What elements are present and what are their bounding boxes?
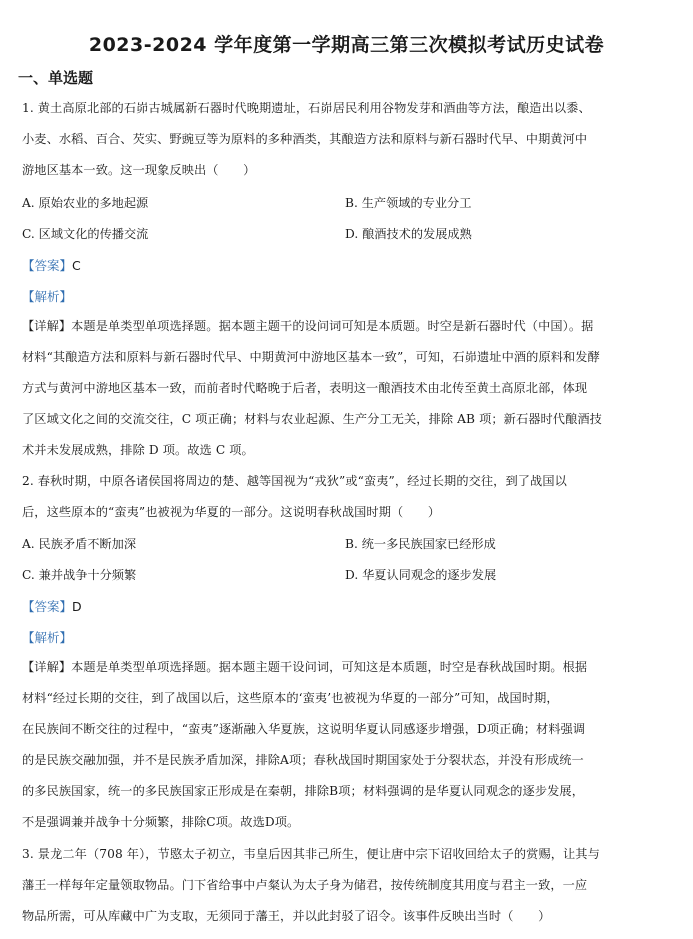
- q2-detail-line-2: 材料“经过长期的交往，到了战国以后，这些原本的‘蛮夷’也被视为华夏的一部分”可知，战国时期，: [22, 691, 559, 705]
- q2-detail-line-1: 【详解】本题是单类型单项选择题。据本题主题干设问词，可知这是本质题，时空是春秋战国时期。根据: [22, 660, 588, 674]
- q2-detail-line-5: 的多民族国家，统一的多民族国家正形成是在秦朝，排除B项；材料强调的是华夏认同观念的逐步发展，: [22, 784, 584, 798]
- q2-option-c: C. 兼并战争十分频繁: [22, 568, 137, 582]
- q2-stem-line-2: 后，这些原本的“蛮夷”也被视为华夏的一部分。这说明春秋战国时期（ ）: [22, 505, 441, 519]
- q2-option-a: A. 民族矛盾不断加深: [22, 537, 137, 551]
- q2-detail-line-3: 在民族间不断交往的过程中，“蛮夷”逐渐融入华夏族，这说明华夏认同感逐步增强，D项正确；材料强调: [22, 722, 586, 736]
- q1-option-d: D. 酿酒技术的发展成熟: [345, 227, 472, 241]
- q3-stem-line-1: 3. 景龙二年（708 年），节愍太子初立，韦皇后因其非己所生，便让唐中宗下诏收回给太子的赏赐，让其与: [22, 847, 600, 861]
- q2-analysis-row: [22, 628, 72, 646]
- q1-detail-line-4: 了区域文化之间的交流交往，C 项正确；材料与农业起源、生产分工无关，排除 AB 项；新石器时代酿酒技: [22, 412, 602, 426]
- q1-detail-line-1: 【详解】本题是单类型单项选择题。据本题主题干的设问词可知是本质题。时空是新石器时代（中国）。据: [22, 319, 594, 333]
- q1-detail-line-3: 方式与黄河中游地区基本一致，而前者时代略晚于后者，表明这一酿酒技术由北传至黄土高原北部，体现: [22, 381, 588, 395]
- q1-analysis-row: [22, 287, 72, 305]
- q1-stem-line-3: 游地区基本一致。这一现象反映出（ ）: [22, 163, 256, 177]
- q1-detail-line-2: 材料“其酿造方法和原料与新石器时代早、中期黄河中游地区基本一致”，可知，石峁遗址中酒的原料和发酵: [22, 350, 600, 364]
- q1-answer-label: 【答案】: [22, 258, 73, 273]
- q2-analysis-label: 【解析】: [22, 630, 73, 645]
- q1-option-c: C. 区域文化的传播交流: [22, 227, 149, 241]
- q2-detail-line-4: 的是民族交融加强，并不是民族矛盾加深，排除A项；春秋战国时期国家处于分裂状态，并没有形成统一: [22, 753, 584, 767]
- q1-answer-row: [22, 256, 81, 274]
- q1-analysis-label: 【解析】: [22, 289, 73, 304]
- q2-answer-value: D: [72, 599, 82, 614]
- q3-stem-line-2: 藩王一样每年定量领取物品。门下省给事中卢粲认为太子身为储君，按传统制度其用度与君主一致，一应: [22, 878, 588, 892]
- q1-option-a: A. 原始农业的多地起源: [22, 196, 149, 210]
- q1-option-b: B. 生产领域的专业分工: [345, 196, 472, 210]
- q2-answer-label: 【答案】: [22, 599, 73, 614]
- q2-option-b: B. 统一多民族国家已经形成: [345, 537, 496, 551]
- q1-stem-line-2: 小麦、水稻、百合、芡实、野豌豆等为原料的多种酒类，其酿造方法和原料与新石器时代早、中期黄河中: [22, 132, 588, 146]
- q2-stem-line-1: 2. 春秋时期，中原各诸侯国将周边的楚、越等国视为“戎狄”或“蛮夷”，经过长期的交往，到了战国以: [22, 474, 567, 488]
- q2-option-d: D. 华夏认同观念的逐步发展: [345, 568, 497, 582]
- q2-detail-line-6: 不是强调兼并战争十分频繁，排除C项。故选D项。: [22, 815, 300, 829]
- q1-detail-line-5: 术并未发展成熟，排除 D 项。故选 C 项。: [22, 443, 254, 457]
- section-heading: 一、单选题: [18, 69, 94, 87]
- q2-answer-row: [22, 597, 82, 615]
- q3-stem-line-3: 物品所需，可从库藏中广为支取，无须同于藩王，并以此封驳了诏令。该事件反映出当时（ ）: [22, 909, 551, 923]
- page-title: 2023-2024 学年度第一学期高三第三次模拟考试历史试卷: [88, 34, 605, 56]
- q1-answer-value: C: [72, 258, 81, 273]
- q1-stem-line-1: 1. 黄土高原北部的石峁古城属新石器时代晚期遗址，石峁居民利用谷物发芽和酒曲等方法，酿造出以黍、: [22, 101, 591, 115]
